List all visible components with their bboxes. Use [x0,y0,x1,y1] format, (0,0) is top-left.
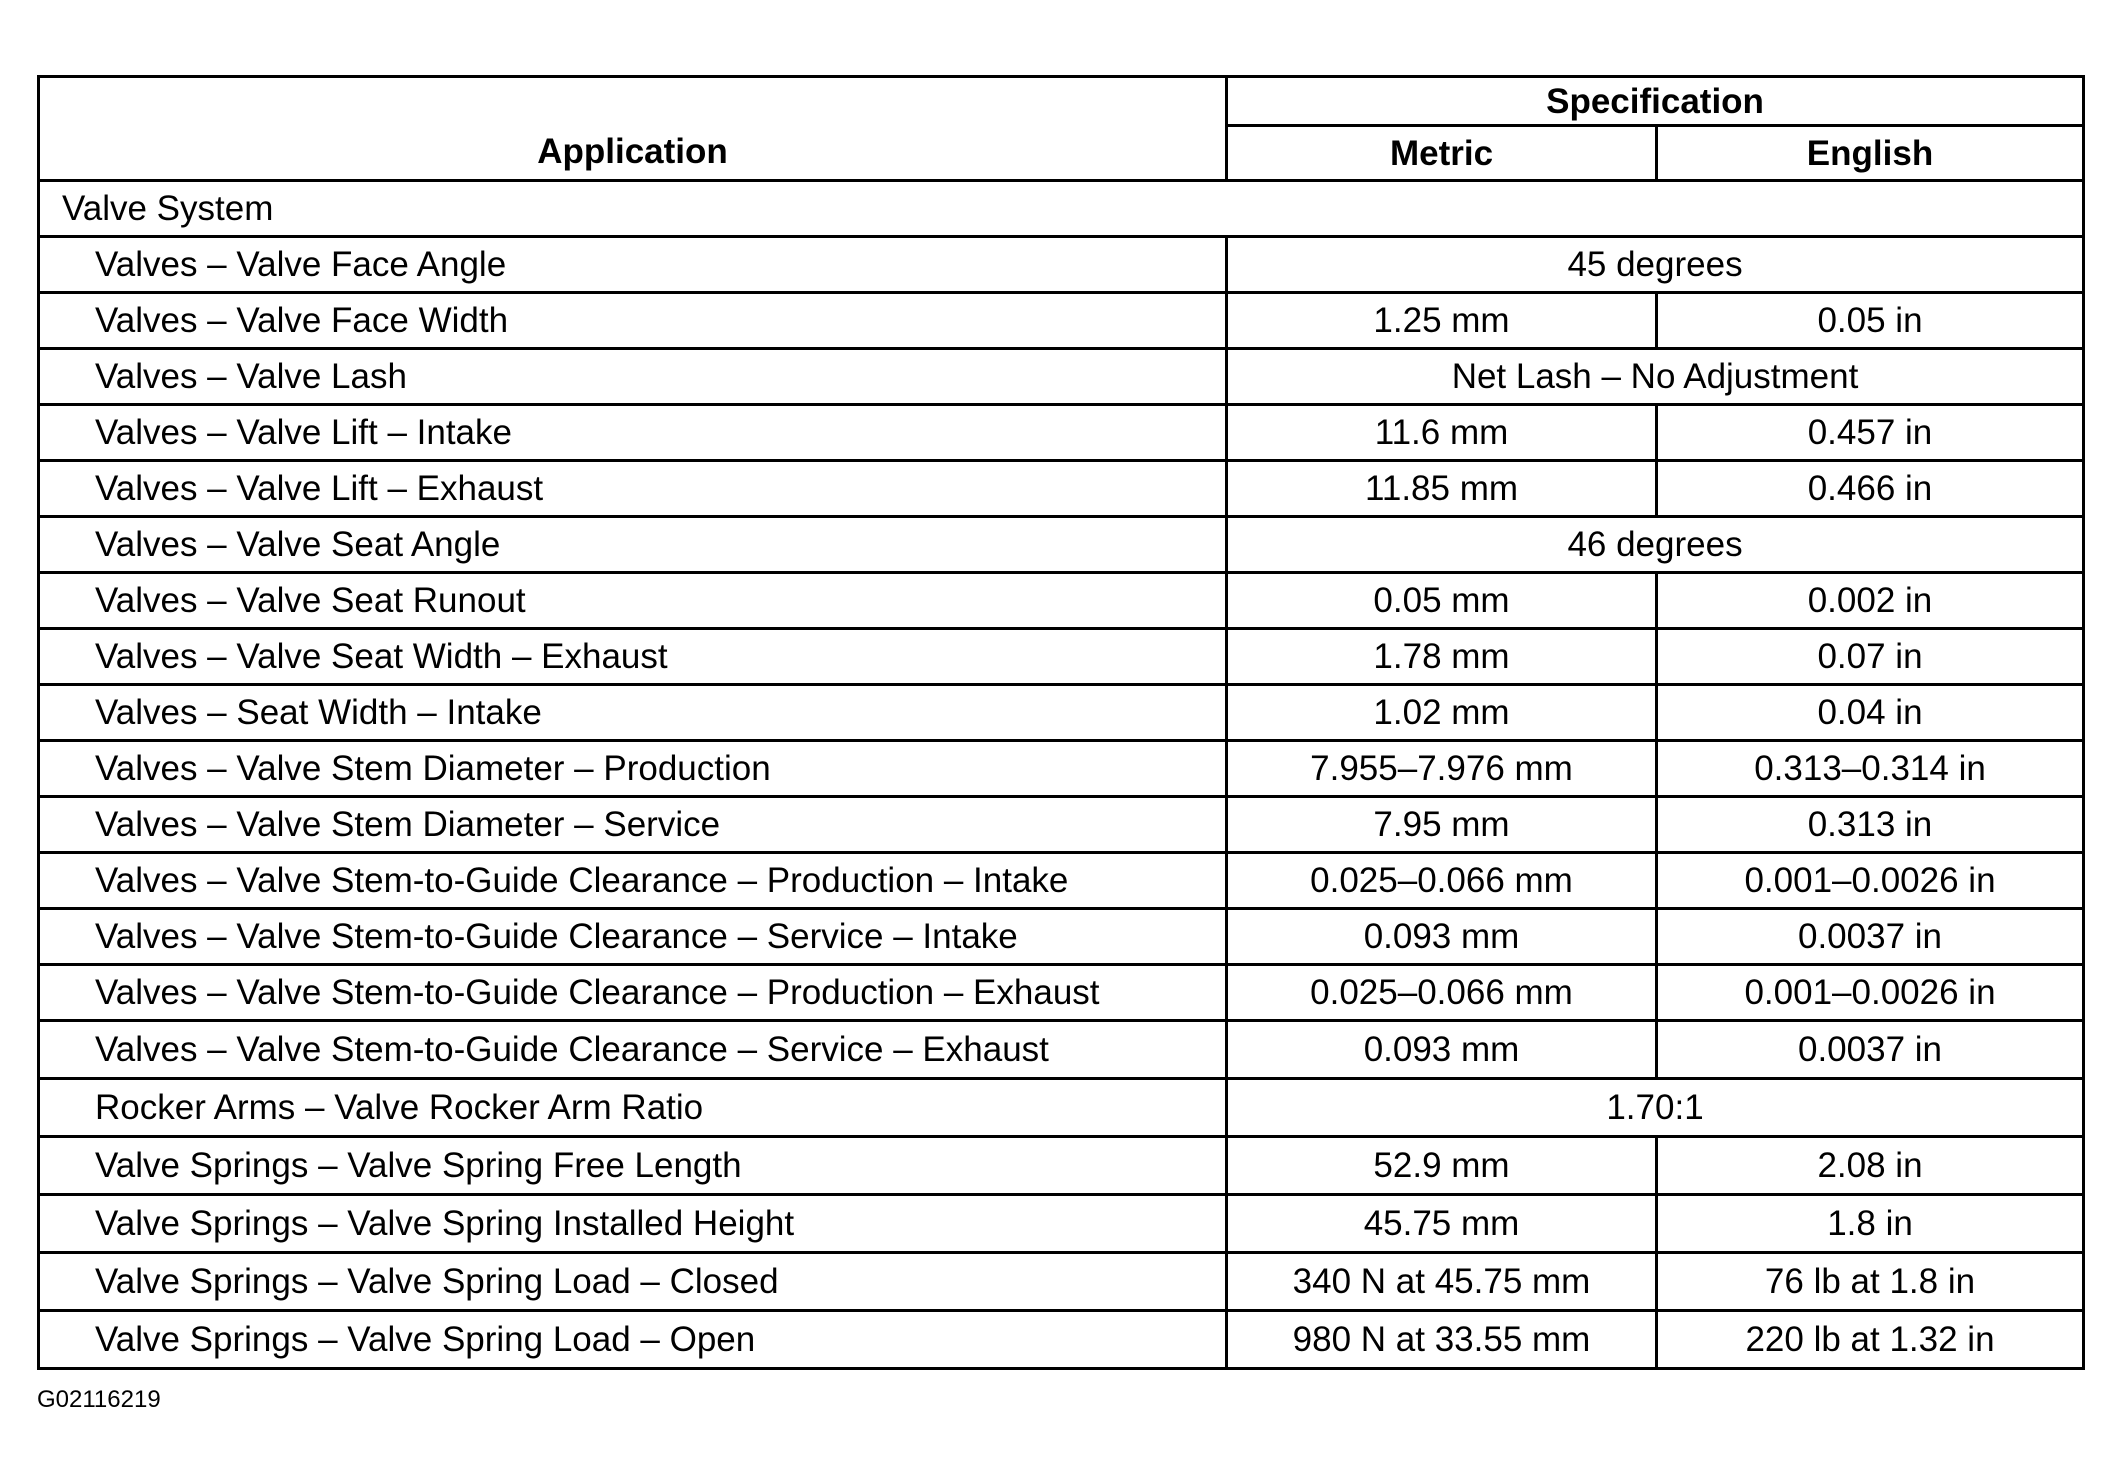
application-cell: Valves – Valve Stem-to-Guide Clearance – Service – Intake [39,909,1227,965]
application-cell: Valves – Valve Seat Width – Exhaust [39,629,1227,685]
metric-cell: 11.6 mm [1227,405,1657,461]
table-row [39,1079,2084,1137]
table-row [39,1021,2084,1079]
metric-cell: 7.95 mm [1227,797,1657,853]
table-row [39,965,2084,1021]
table-row [39,909,2084,965]
table-row [39,237,2084,293]
specification-table [37,75,2085,1370]
table-row [39,1137,2084,1195]
table-row [39,629,2084,685]
combined-spec-cell: 1.70:1 [1227,1079,2084,1137]
english-cell: 0.07 in [1657,629,2084,685]
english-cell: 0.04 in [1657,685,2084,741]
application-cell: Valve Springs – Valve Spring Load – Open [39,1311,1227,1369]
specification-column-header: Specification [1227,77,2084,126]
english-cell: 0.466 in [1657,461,2084,517]
table-row [39,1195,2084,1253]
metric-cell: 52.9 mm [1227,1137,1657,1195]
table-row [39,685,2084,741]
application-cell: Valves – Valve Seat Runout [39,573,1227,629]
table-row [39,461,2084,517]
metric-cell: 1.25 mm [1227,293,1657,349]
english-cell: 0.0037 in [1657,1021,2084,1079]
application-cell: Valves – Valve Seat Angle [39,517,1227,573]
english-cell: 76 lb at 1.8 in [1657,1253,2084,1311]
english-cell: 0.313–0.314 in [1657,741,2084,797]
english-column-header: English [1657,126,2084,181]
metric-cell: 340 N at 45.75 mm [1227,1253,1657,1311]
table-body [39,181,2084,1369]
metric-column-header: Metric [1227,126,1657,181]
table-row [39,517,2084,573]
combined-spec-cell: 46 degrees [1227,517,2084,573]
application-cell: Valves – Valve Stem Diameter – Production [39,741,1227,797]
table-header [39,77,2084,181]
application-cell: Valves – Valve Face Angle [39,237,1227,293]
section-row [39,181,2084,237]
metric-cell: 0.093 mm [1227,909,1657,965]
metric-cell: 0.025–0.066 mm [1227,853,1657,909]
application-cell: Valves – Valve Stem-to-Guide Clearance – Production – Exhaust [39,965,1227,1021]
english-cell: 0.002 in [1657,573,2084,629]
table-row [39,349,2084,405]
application-cell: Valve Springs – Valve Spring Free Length [39,1137,1227,1195]
application-cell: Valve Springs – Valve Spring Installed Height [39,1195,1227,1253]
application-cell: Valves – Valve Lash [39,349,1227,405]
english-cell: 0.05 in [1657,293,2084,349]
metric-cell: 1.78 mm [1227,629,1657,685]
combined-spec-cell: 45 degrees [1227,237,2084,293]
english-cell: 0.0037 in [1657,909,2084,965]
application-cell: Valves – Valve Lift – Intake [39,405,1227,461]
application-cell: Valves – Valve Stem-to-Guide Clearance – Production – Intake [39,853,1227,909]
metric-cell: 7.955–7.976 mm [1227,741,1657,797]
english-cell: 0.313 in [1657,797,2084,853]
metric-cell: 45.75 mm [1227,1195,1657,1253]
table-row [39,293,2084,349]
table-row [39,797,2084,853]
figure-id: G02116219 [37,1386,161,1413]
metric-cell: 980 N at 33.55 mm [1227,1311,1657,1369]
application-cell: Valve Springs – Valve Spring Load – Closed [39,1253,1227,1311]
english-cell: 2.08 in [1657,1137,2084,1195]
table-row [39,853,2084,909]
table-row [39,573,2084,629]
english-cell: 0.457 in [1657,405,2084,461]
metric-cell: 0.093 mm [1227,1021,1657,1079]
metric-cell: 0.025–0.066 mm [1227,965,1657,1021]
table-row [39,1253,2084,1311]
combined-spec-cell: Net Lash – No Adjustment [1227,349,2084,405]
table-row [39,741,2084,797]
english-cell: 220 lb at 1.32 in [1657,1311,2084,1369]
application-cell: Valves – Valve Stem Diameter – Service [39,797,1227,853]
table-row [39,405,2084,461]
table-row [39,1311,2084,1369]
english-cell: 0.001–0.0026 in [1657,965,2084,1021]
english-cell: 1.8 in [1657,1195,2084,1253]
application-cell: Rocker Arms – Valve Rocker Arm Ratio [39,1079,1227,1137]
application-cell: Valves – Valve Lift – Exhaust [39,461,1227,517]
metric-cell: 11.85 mm [1227,461,1657,517]
english-cell: 0.001–0.0026 in [1657,853,2084,909]
section-label: Valve System [39,181,2084,237]
application-cell: Valves – Valve Face Width [39,293,1227,349]
metric-cell: 0.05 mm [1227,573,1657,629]
application-column-header: Application [39,77,1227,181]
application-cell: Valves – Seat Width – Intake [39,685,1227,741]
application-cell: Valves – Valve Stem-to-Guide Clearance – Service – Exhaust [39,1021,1227,1079]
metric-cell: 1.02 mm [1227,685,1657,741]
